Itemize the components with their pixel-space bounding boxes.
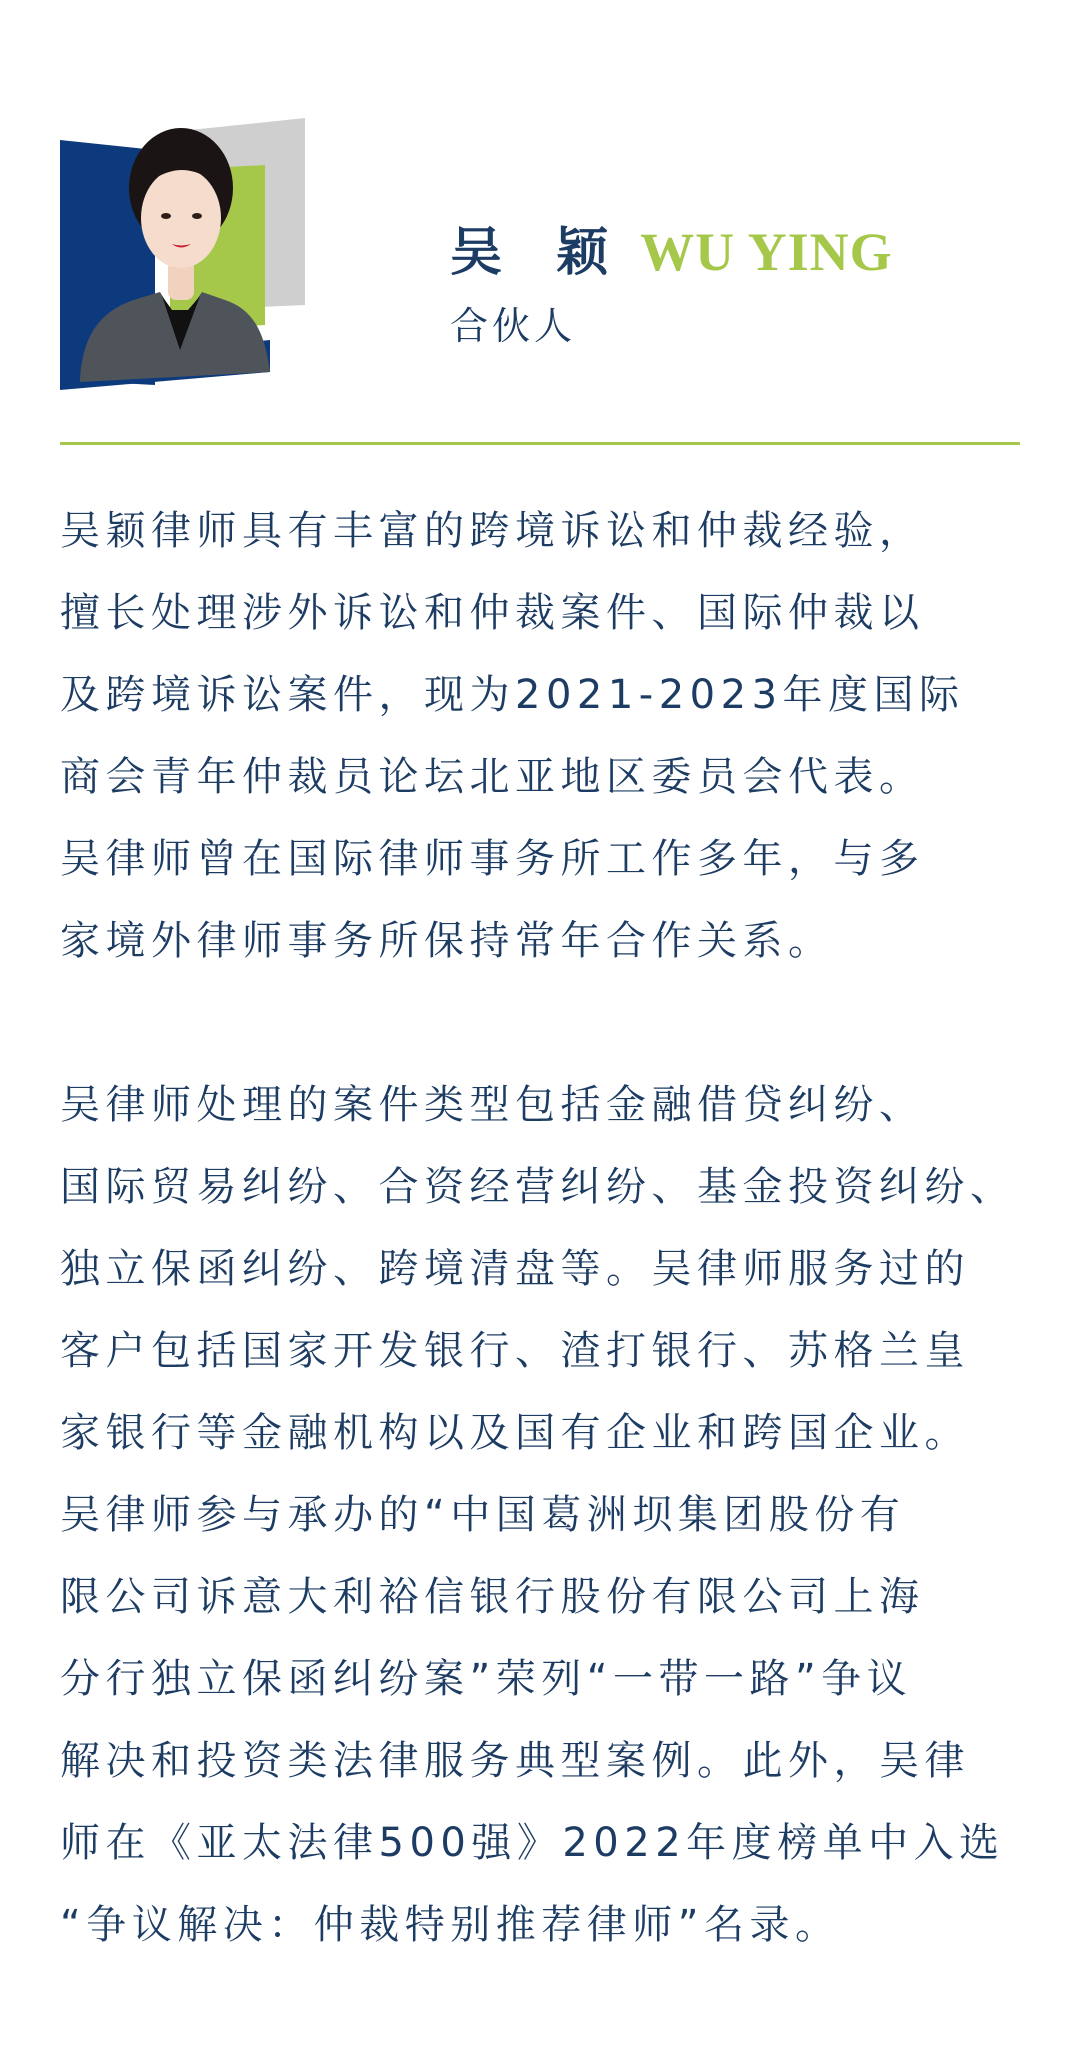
profile-header	[60, 110, 1020, 400]
bio-line: 解决和投资类法律服务典型案例。此外，吴律	[60, 1738, 970, 1784]
bio-line: 及跨境诉讼案件，现为2021-2023年度国际	[60, 672, 965, 718]
bio-line: 国际贸易纠纷、合资经营纠纷、基金投资纠纷、	[60, 1164, 1016, 1210]
bio-line: 师在《亚太法律500强》2022年度榜单中入选	[60, 1820, 1005, 1866]
bio-paragraph-2	[60, 1064, 1020, 1966]
bio-line: 吴律师参与承办的“中国葛洲坝集团股份有	[60, 1492, 906, 1538]
biography	[60, 490, 1020, 1966]
name-english: WU YING	[640, 222, 893, 282]
name-chinese: 吴 颖	[450, 222, 627, 283]
name-line	[450, 210, 893, 285]
bio-line: 商会青年仲裁员论坛北亚地区委员会代表。	[60, 754, 925, 800]
bio-line: 擅长处理涉外诉讼和仲裁案件、国际仲裁以	[60, 590, 925, 636]
bio-line: 吴律师曾在国际律师事务所工作多年，与多	[60, 836, 925, 882]
bio-line: 吴律师处理的案件类型包括金融借贷纠纷、	[60, 1082, 925, 1128]
bio-paragraph-1	[60, 490, 1020, 982]
name-block	[450, 210, 893, 350]
job-title: 合伙人	[450, 304, 577, 348]
header-divider	[60, 442, 1020, 445]
bio-line: “争议解决：仲裁特别推荐律师”名录。	[60, 1902, 841, 1948]
bio-line: 客户包括国家开发银行、渣打银行、苏格兰皇	[60, 1328, 970, 1374]
bio-line: 独立保函纠纷、跨境清盘等。吴律师服务过的	[60, 1246, 970, 1292]
bio-line: 家银行等金融机构以及国有企业和跨国企业。	[60, 1410, 970, 1456]
bio-line: 分行独立保函纠纷案”荣列“一带一路”争议	[60, 1656, 913, 1702]
bio-line: 限公司诉意大利裕信银行股份有限公司上海	[60, 1574, 925, 1620]
bio-line: 家境外律师事务所保持常年合作关系。	[60, 918, 834, 964]
bio-line: 吴颖律师具有丰富的跨境诉讼和仲裁经验，	[60, 508, 925, 554]
portrait-photo	[60, 110, 310, 390]
